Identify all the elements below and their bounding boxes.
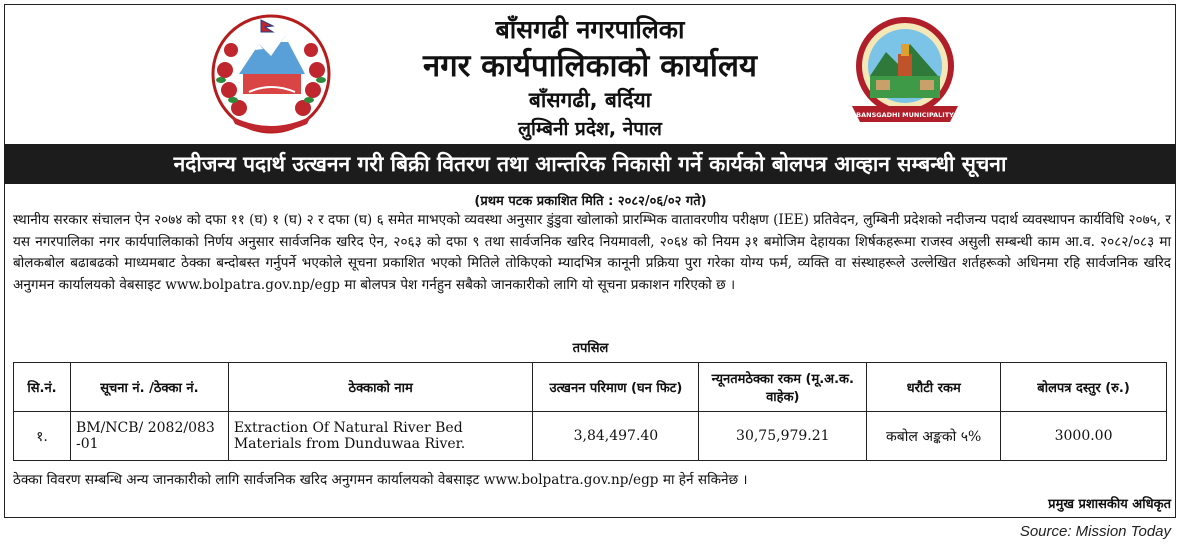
office-province: लुम्बिनी प्रदेश, नेपाल — [518, 118, 662, 140]
notice-title-banner: नदीजन्य पदार्थ उत्खनन गरी बिक्री वितरण तथा आन्तरिक निकासी गर्ने कार्यको बोलपत्र आव्हान सम्बन्धी सूचना — [4, 144, 1176, 184]
cell-contract-name: Extraction Of Natural River Bed Materials from Dunduwaa River. — [228, 412, 533, 461]
footer-note: ठेक्का विवरण सम्बन्धि अन्य जानकारीको लागि सार्वजनिक खरिद अनुगमन कार्यालयको वेबसाइट www.bolpatra.gov.np/egp मा हेर्न सकिनेछ । — [13, 472, 748, 488]
cell-quantity: 3,84,497.40 — [533, 412, 699, 461]
table-header-row — [14, 363, 1167, 412]
col-header-deposit: धरौटी रकम — [867, 363, 1001, 412]
bansgadhi-municipality-logo-icon — [846, 14, 964, 134]
col-header-min-amount: न्यूनतमठेक्का रकम (मू.अ.क. वाहेक) — [699, 363, 867, 412]
office-location: बाँसगढी, बर्दिया — [528, 88, 652, 112]
signatory: प्रमुख प्रशासकीय अधिकृत — [1048, 497, 1171, 512]
col-header-bid-fee: बोलपत्र दस्तुर (रु.) — [1001, 363, 1167, 412]
details-heading: तपसिल — [572, 341, 609, 356]
contract-table — [13, 362, 1167, 461]
cell-bid-fee: 3000.00 — [1001, 412, 1167, 461]
notice-body: स्थानीय सरकार संचालन ऐन २०७४ को दफा ११ (घ) १ (घ) २ र दफा (घ) ६ समेत माभएको व्यवस्था अनुसार डुंडुवा खोलाको प्रारम्भिक वातावरणीय परीक्षण (IEE) प्रतिवेदन, लुम्बिनी प्रदेशको नदीजन्य पदार्थ व्यवस्थापन कार्यविधि २०७५, र यस नगरपालिका नगर कार्यपालिकाको निर्णय अनुसार सार्वजनिक खरिद ऐन, २०६३ को दफा ९ तथा सार्वजनिक खरिद नियमावली, २०६४ को नियम ३१ बमोजिम देहायका शिर्षकहरूमा राजस्व असुली सम्बन्धी काम आ.व. २०८२/०८३ मा बोलकबोल बढाबढको माध्यमबाट ठेक्का बन्दोबस्त गर्नुपर्ने भएकोले सूचना प्रकाशित भएको मितिले तोकिएको म्यादभित्र कानूनी प्रक्रिया पुरा गरेका योग्य फर्म, व्यक्ति वा संस्थाहरूले उल्लेखित शर्तहरूको अधिनमा रहि सार्वजनिक खरिद अनुगमन कार्यालयको वेबसाइट www.bolpatra.gov.np/egp मा बोलपत्र पेश गर्नहुन सबैको जानकारीको लागि यो सूचना प्रकाशन गरिएको छ । — [13, 212, 1171, 293]
col-header-quantity: उत्खनन परिमाण (घन फिट) — [533, 363, 699, 412]
notice-header — [4, 4, 1176, 144]
published-date: (प्रथम पटक प्रकाशित मिति : २०८२/०६/०२ गते) — [474, 194, 707, 209]
cell-deposit: कबोल अङ्कको ५% — [867, 412, 1001, 461]
logo-banner-text: BANSGADHI MUNICIPALITY — [856, 111, 954, 119]
table-row — [14, 412, 1167, 461]
office-name: नगर कार्यपालिकाको कार्यालय — [423, 48, 757, 84]
col-header-notice-no: सूचना नं. /ठेक्का नं. — [70, 363, 228, 412]
source-credit: Source: Mission Today — [1019, 523, 1171, 540]
cell-notice-no: BM/NCB/ 2082/083 -01 — [70, 412, 228, 461]
municipality-name: बाँसगढी नगरपालिका — [495, 15, 685, 44]
col-header-contract-name: ठेक्काको नाम — [228, 363, 533, 412]
cell-serial: १. — [14, 412, 71, 461]
col-header-serial: सि.नं. — [14, 363, 71, 412]
cell-min-amount: 30,75,979.21 — [699, 412, 867, 461]
